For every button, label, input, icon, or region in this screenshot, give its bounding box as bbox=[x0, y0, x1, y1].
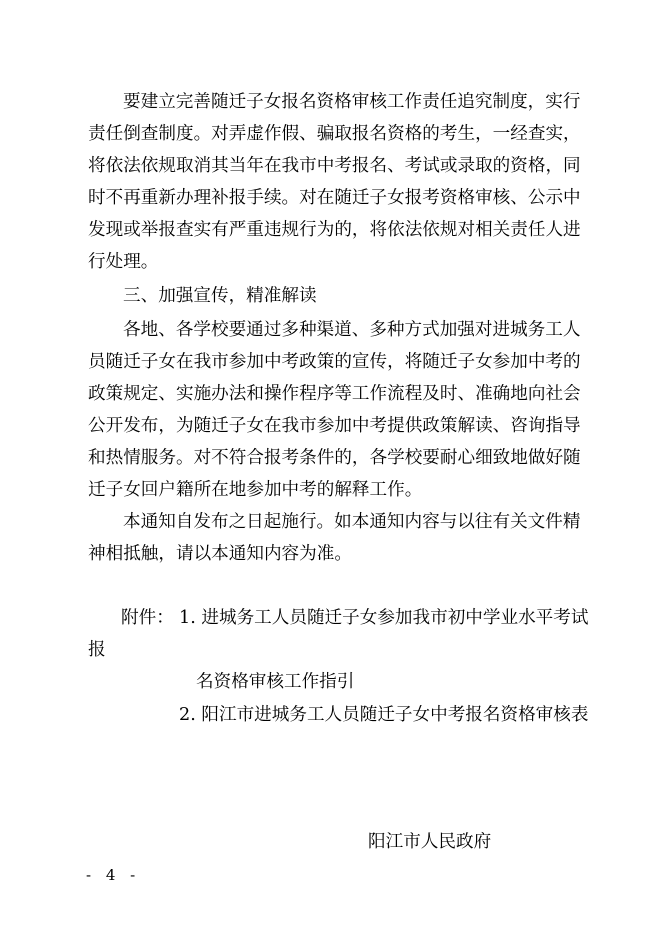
paragraph-2-line-2: 员随迁子女在我市参加中考政策的宣传，将随迁子女参加中考的 bbox=[88, 352, 581, 372]
appendix-item-1-continuation: 名资格审核工作指引 bbox=[196, 672, 355, 692]
paragraph-3-line-1: 本通知自发布之日起施行。如本通知内容与以往有关文件精 bbox=[123, 512, 581, 532]
paragraph-1-line-5: 发现或举报查实有严重违规行为的，将依法依规对相关责任人进 bbox=[88, 220, 581, 240]
paragraph-1-line-4: 时不再重新办理补报手续。对在随迁子女报考资格审核、公示中 bbox=[88, 188, 581, 208]
appendix-item-1-wrap: 报 bbox=[88, 640, 106, 660]
paragraph-2-line-5: 和热情服务。对不符合报考条件的，各学校要耐心细致地做好随 bbox=[88, 448, 581, 468]
section-heading: 三、加强宣传，精准解读 bbox=[123, 286, 317, 306]
paragraph-2-line-1: 各地、各学校要通过多种渠道、多种方式加强对进城务工人 bbox=[123, 320, 581, 340]
paragraph-1-line-2: 责任倒查制度。对弄虚作假、骗取报名资格的考生，一经查实， bbox=[88, 124, 581, 144]
issuer-signature: 阳江市人民政府 bbox=[368, 832, 492, 852]
paragraph-2-line-4: 公开发布，为随迁子女在我市参加中考提供政策解读、咨询指导 bbox=[88, 416, 581, 436]
paragraph-2-line-3: 政策规定、实施办法和操作程序等工作流程及时、准确地向社会 bbox=[88, 384, 581, 404]
appendix-label: 附件： bbox=[121, 608, 174, 628]
paragraph-1-line-3: 将依法依规取消其当年在我市中考报名、考试或录取的资格，同 bbox=[88, 156, 581, 176]
appendix-item-2-number: 2. bbox=[179, 705, 196, 725]
paragraph-1-line-6: 行处理。 bbox=[88, 252, 159, 272]
paragraph-3-line-2: 神相抵触，请以本通知内容为准。 bbox=[88, 544, 352, 564]
page-number: - 4 - bbox=[86, 866, 141, 884]
appendix-item-1-title: 进城务工人员随迁子女参加我市初中学业水平考试 bbox=[201, 608, 589, 628]
appendix-item-2 bbox=[179, 703, 588, 727]
paragraph-2-line-6: 迁子女回户籍所在地参加中考的解释工作。 bbox=[88, 480, 423, 500]
appendix-item-1 bbox=[179, 606, 588, 630]
appendix-item-1-number: 1. bbox=[179, 608, 196, 628]
appendix-item-2-title: 阳江市进城务工人员随迁子女中考报名资格审核表 bbox=[201, 705, 589, 725]
paragraph-1-line-1: 要建立完善随迁子女报名资格审核工作责任追究制度，实行 bbox=[123, 92, 581, 112]
